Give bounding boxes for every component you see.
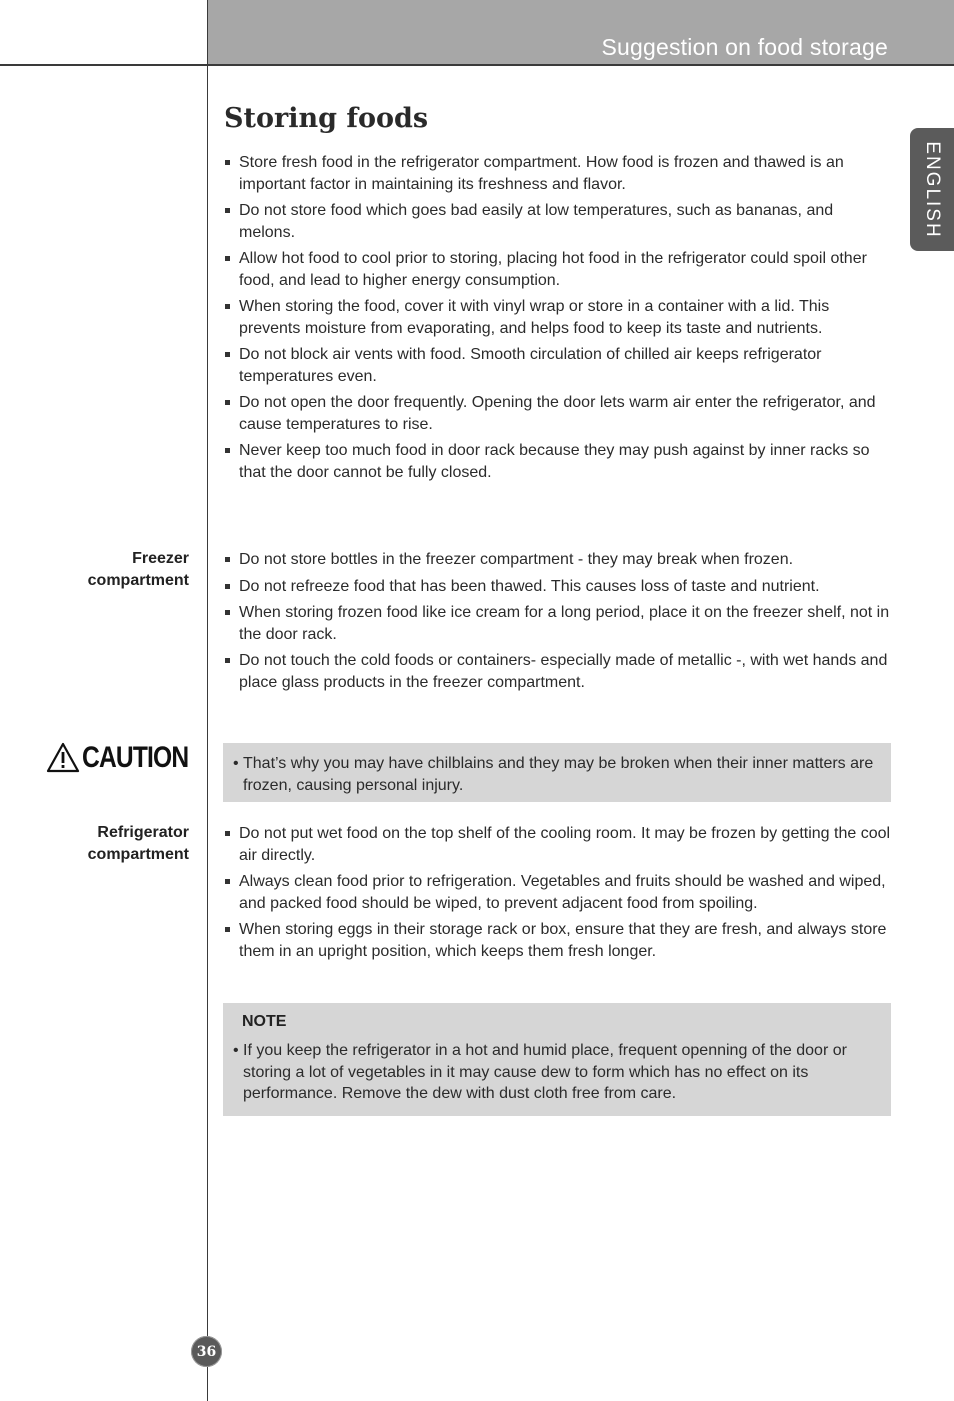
list-item: When storing the food, cover it with vinyl wrap or store in a container with a lid. This prevents moisture from evaporating, and helps food to keep its taste and nutrients. — [224, 296, 892, 339]
storing-foods-list — [224, 152, 892, 488]
note-text: • If you keep the refrigerator in a hot and humid place, frequent openning of the door or storing a lot of vegetables in it may cause dew to form which has no effect on its performance. Remove the dew with dust cloth free from care. — [223, 1040, 891, 1105]
list-item: Always clean food prior to refrigeration. Vegetables and fruits should be washed and wiped, and packed food should be wiped, to prevent adjacent food from spoiling. — [224, 871, 892, 914]
language-tab-label: ENGLISH — [922, 140, 943, 239]
refrigerator-label-line2: compartment — [87, 845, 189, 863]
page-number: 36 — [191, 1336, 222, 1367]
language-tab — [910, 128, 954, 251]
list-item: Do not store bottles in the freezer compartment - they may break when frozen. — [224, 549, 892, 571]
list-item: Never keep too much food in door rack because they may push against by inner racks so that the door cannot be fully closed. — [224, 440, 892, 483]
header-band — [208, 0, 954, 65]
list-item: Allow hot food to cool prior to storing, placing hot food in the refrigerator could spoil other food, and lead to higher energy consumption. — [224, 248, 892, 291]
list-item: Do not block air vents with food. Smooth circulation of chilled air keeps refrigerator temperatures even. — [224, 344, 892, 387]
freezer-compartment-label — [40, 548, 189, 591]
list-item: When storing eggs in their storage rack or box, ensure that they are fresh, and always store them in an upright position, which keeps them fresh longer. — [224, 919, 892, 962]
freezer-label-line2: compartment — [87, 571, 189, 589]
refrigerator-label-line1: Refrigerator — [97, 824, 189, 841]
caution-box — [223, 743, 891, 802]
note-box — [223, 1003, 891, 1116]
margin-divider — [207, 0, 208, 1401]
list-item: Do not touch the cold foods or containers- especially made of metallic -, with wet hands and place glass products in the freezer compartment. — [224, 650, 892, 693]
freezer-list — [224, 549, 892, 698]
list-item: Do not store food which goes bad easily at low temperatures, such as bananas, and melons. — [224, 200, 892, 243]
warning-triangle-icon — [46, 742, 80, 774]
freezer-label-line1: Freezer — [132, 550, 189, 567]
list-item: Do not put wet food on the top shelf of the cooling room. It may be frozen by getting the cool air directly. — [224, 823, 892, 866]
caution-text: • That’s why you may have chilblains and they may be broken when their inner matters are frozen, causing personal injury. — [223, 753, 891, 796]
note-title: NOTE — [242, 1013, 287, 1030]
list-item: Do not refreeze food that has been thawed. This causes loss of taste and nutrient. — [224, 576, 892, 598]
refrigerator-list — [224, 823, 892, 967]
page-section-title: Suggestion on food storage — [601, 34, 888, 60]
header-divider — [0, 64, 954, 66]
caution-label — [46, 740, 212, 776]
list-item: Do not open the door frequently. Opening the door lets warm air enter the refrigerator, and cause temperatures to rise. — [224, 392, 892, 435]
list-item: When storing frozen food like ice cream for a long period, place it on the freezer shelf, not in the door rack. — [224, 602, 892, 645]
refrigerator-compartment-label — [40, 822, 189, 865]
list-item: Store fresh food in the refrigerator compartment. How food is frozen and thawed is an important factor in maintaining its freshness and flavor. — [224, 152, 892, 195]
page-title: Storing foods — [224, 103, 429, 134]
caution-word: CAUTION — [82, 741, 189, 774]
